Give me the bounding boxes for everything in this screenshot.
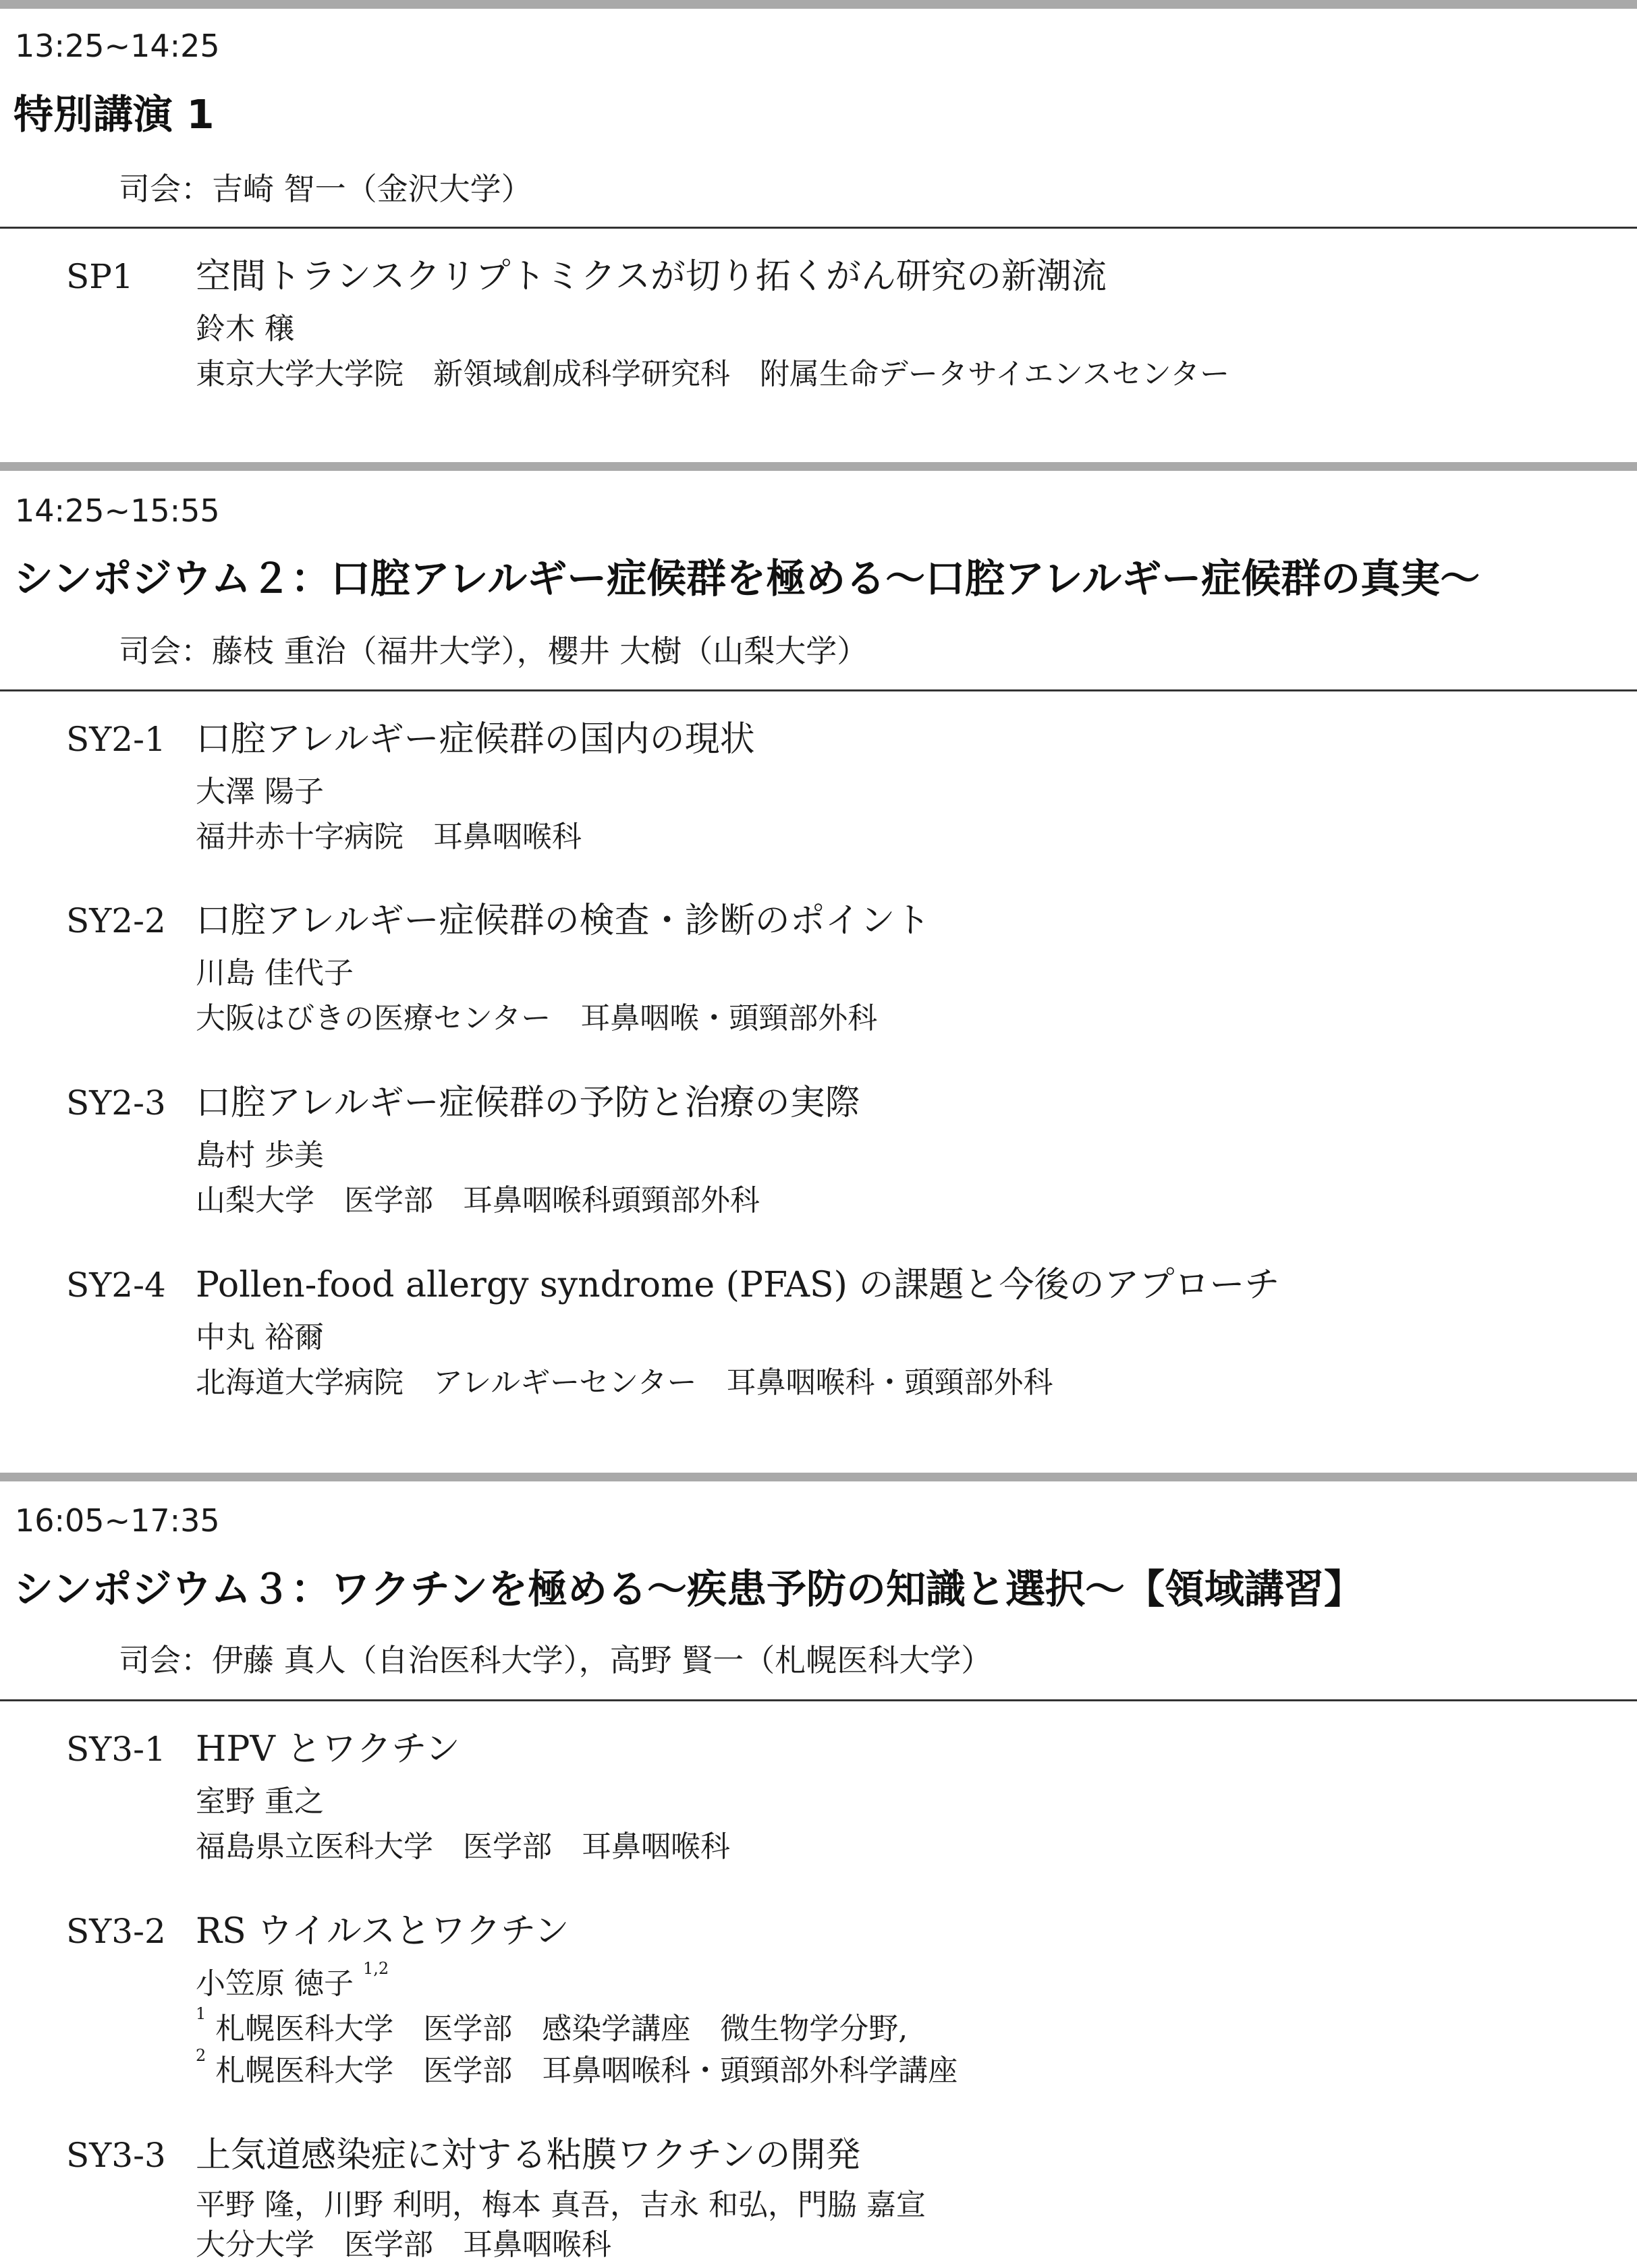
talk-affiliation: 福島県立医科大学 医学部 耳鼻咽喉科 [196,1830,730,1864]
talk-id: SY3-1 [66,1730,166,1769]
session-chair: 司会：吉崎 智一（金沢大学） [119,171,532,207]
section-divider [0,227,1637,229]
session-title: 特別講演 1 [13,91,215,138]
author-name: 小笠原 徳子 [196,1966,354,2001]
talk-author: 大澤 陽子 [196,774,324,809]
talk-id: SY3-3 [66,2136,166,2175]
affiliation-text: 札幌医科大学 医学部 耳鼻咽喉科・頭頸部外科学講座 [215,2053,958,2088]
talk-title: 口腔アレルギー症候群の検査・診断のポイント [196,901,931,941]
talk-author: 川島 佳代子 [196,956,354,990]
session-chair: 司会：伊藤 真人（自治医科大学），高野 賢一（札幌医科大学） [119,1642,993,1678]
talk-title: 上気道感染症に対する粘膜ワクチンの開発 [196,2135,861,2176]
author-affiliation-marks: 1,2 [363,1959,389,1978]
talk-title: RS ウイルスとワクチン [196,1911,570,1952]
section-divider [0,1699,1637,1701]
affiliation-mark: 2 [196,2046,206,2065]
section-bar [0,462,1637,471]
affiliation-mark: 1 [196,2004,206,2023]
talk-title: 口腔アレルギー症候群の国内の現状 [196,719,755,760]
section-divider [0,689,1637,691]
talk-id: SY3-2 [66,1912,166,1951]
session-chair: 司会：藤枝 重治（福井大学），櫻井 大樹（山梨大学） [119,633,868,669]
talk-affiliation: 福井赤十字病院 耳鼻咽喉科 [196,820,582,854]
session-time: 16:05~17:35 [15,1502,220,1539]
talk-affiliation: 大分大学 医学部 耳鼻咽喉科 [196,2228,611,2262]
talk-author [196,1959,389,2005]
talk-affiliation [196,2004,908,2050]
talk-title: HPV とワクチン [196,1729,460,1769]
talk-title: 口腔アレルギー症候群の予防と治療の実際 [196,1083,860,1123]
talk-author: 中丸 裕爾 [196,1320,324,1355]
talk-id: SY2-4 [66,1266,166,1305]
talk-id: SY2-3 [66,1083,166,1123]
session-time: 13:25~14:25 [15,28,220,64]
talk-author: 平野 隆，川野 利明，梅本 真吾，吉永 和弘，門脇 嘉宣 [196,2188,926,2222]
talk-id: SY2-2 [66,901,166,940]
talk-affiliation: 大阪はびきの医療センター 耳鼻咽喉・頭頸部外科 [196,1001,878,1036]
talk-affiliation [196,2046,958,2092]
talk-affiliation: 北海道大学病院 アレルギーセンター 耳鼻咽喉科・頭頸部外科 [196,1365,1053,1400]
talk-id: SY2-1 [66,720,166,759]
session-title: シンポジウム３：ワクチンを極める～疾患予防の知識と選択～【領域講習】 [13,1566,1364,1612]
session-title: シンポジウム２：口腔アレルギー症候群を極める～口腔アレルギー症候群の真実～ [13,555,1480,602]
section-bar [0,1473,1637,1481]
talk-title: 空間トランスクリプトミクスが切り拓くがん研究の新潮流 [196,256,1107,297]
talk-author: 島村 歩美 [196,1138,324,1172]
session-time: 14:25~15:55 [15,492,220,529]
talk-id: SP1 [66,257,134,296]
talk-affiliation: 東京大学大学院 新領域創成科学研究科 附属生命データサイエンスセンター [196,357,1230,391]
talk-author: 室野 重之 [196,1784,324,1819]
talk-author: 鈴木 穣 [196,312,294,346]
talk-title: Pollen-food allergy syndrome (PFAS) の課題と今後のアプローチ [196,1265,1280,1305]
section-bar [0,0,1637,9]
affiliation-text: 札幌医科大学 医学部 感染学講座 微生物学分野, [215,2012,908,2046]
talk-affiliation: 山梨大学 医学部 耳鼻咽喉科頭頸部外科 [196,1183,760,1218]
